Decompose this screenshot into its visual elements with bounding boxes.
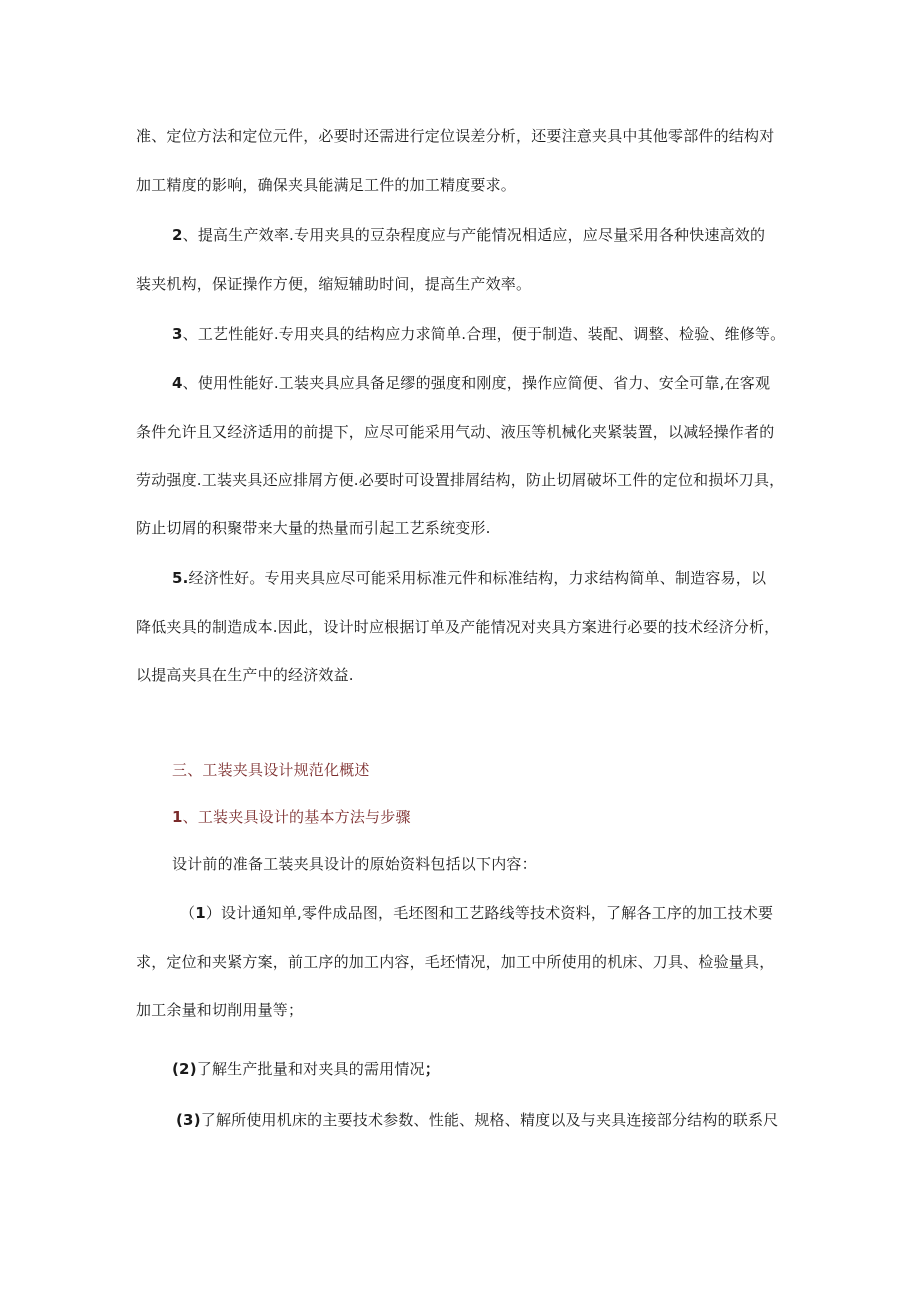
line-text: 降低夹具的制造成本.因此，设计时应根据订单及产能情况对夹具方案进行必要的技术经济分析， <box>136 618 780 636</box>
paragraph-line <box>136 517 491 539</box>
paragraph-line <box>136 421 774 443</box>
line-text: 加工余量和切削用量等； <box>136 1001 304 1019</box>
line-text: 防止切屑的积聚带来大量的热量而引起工艺系统变形. <box>136 519 491 537</box>
paragraph-line <box>136 469 784 491</box>
item-number: 2 <box>172 226 183 244</box>
line-text: 、工艺性能好.专用夹具的结构应力求简单.合理，便于制造、装配、调整、检验、维修等。 <box>182 325 786 343</box>
item-number: (3) <box>176 1111 201 1129</box>
line-text: 了解所使用机床的主要技术参数、性能、规格、精度以及与夹具连接部分结构的联系尺 <box>200 1111 779 1129</box>
list-item-5 <box>172 567 766 589</box>
line-text: 条件允许且又经济适用的前提下，应尽可能采用气动、液压等机械化夹紧装置，以减轻操作者的 <box>136 423 775 441</box>
line-text: 劳动强度.工装夹具还应排屑方便.必要时可设置排屑结构，防止切屑破坏工件的定位和损坏刀具， <box>136 471 785 489</box>
line-end-punctuation: ； <box>424 1060 440 1078</box>
item-number: 5. <box>172 569 189 587</box>
paragraph-line <box>136 174 516 196</box>
line-text: 准、定位方法和定位元件，必要时还需进行定位误差分析，还要注意夹具中其他零部件的结构对 <box>136 127 775 145</box>
heading-text: 三、工装夹具设计规范化概述 <box>172 761 370 779</box>
list-item-1 <box>180 902 773 924</box>
paragraph-line <box>172 853 537 875</box>
paragraph-line <box>136 999 303 1021</box>
list-item-3-requirements <box>176 1109 778 1131</box>
line-text: 设计前的准备工装夹具设计的原始资料包括以下内容： <box>172 855 537 873</box>
line-text: 加工精度的影响，确保夹具能满足工件的加工精度要求。 <box>136 176 517 194</box>
line-text: 求，定位和夹紧方案，前工序的加工内容，毛坯情况，加工中所使用的机床、刀具、检验量具， <box>136 953 775 971</box>
line-text: 装夹机构，保证操作方便，缩短辅助时间，提高生产效率。 <box>136 275 532 293</box>
item-number: 1 <box>195 904 206 922</box>
heading-text: 、工装夹具设计的基本方法与步骤 <box>182 808 411 826</box>
paragraph-line <box>136 125 774 147</box>
section-heading <box>172 759 370 781</box>
paragraph-line <box>136 664 354 686</box>
line-text: 以提高夹具在生产中的经济效益. <box>136 666 354 684</box>
paragraph-line <box>136 951 774 973</box>
list-item-3 <box>172 323 785 345</box>
list-item-2-requirements <box>172 1058 440 1080</box>
line-text: ）设计通知单,零件成品图，毛坯图和工艺路线等技术资料，了解各工序的加工技术要 <box>205 904 774 922</box>
line-text: 了解生产批量和对夹具的需用情况 <box>196 1060 425 1078</box>
paragraph-line <box>136 616 779 638</box>
subsection-heading <box>172 806 411 828</box>
heading-number: 1 <box>172 808 183 826</box>
line-text: 经济性好。专用夹具应尽可能采用标准元件和标准结构，力求结构简单、制造容易，以 <box>188 569 767 587</box>
line-text: 、使用性能好.工装夹具应具备足缪的强度和刚度，操作应简便、省力、安全可靠,在客观 <box>182 374 771 392</box>
item-number: (2) <box>172 1060 197 1078</box>
paren-open: （ <box>180 904 196 922</box>
item-number: 4 <box>172 374 183 392</box>
paragraph-line <box>136 273 531 295</box>
list-item-2 <box>172 224 765 246</box>
list-item-4 <box>172 372 770 394</box>
item-number: 3 <box>172 325 183 343</box>
line-text: 、提高生产效率.专用夹具的豆杂程度应与产能情况相适应，应尽量采用各种快速高效的 <box>182 226 766 244</box>
